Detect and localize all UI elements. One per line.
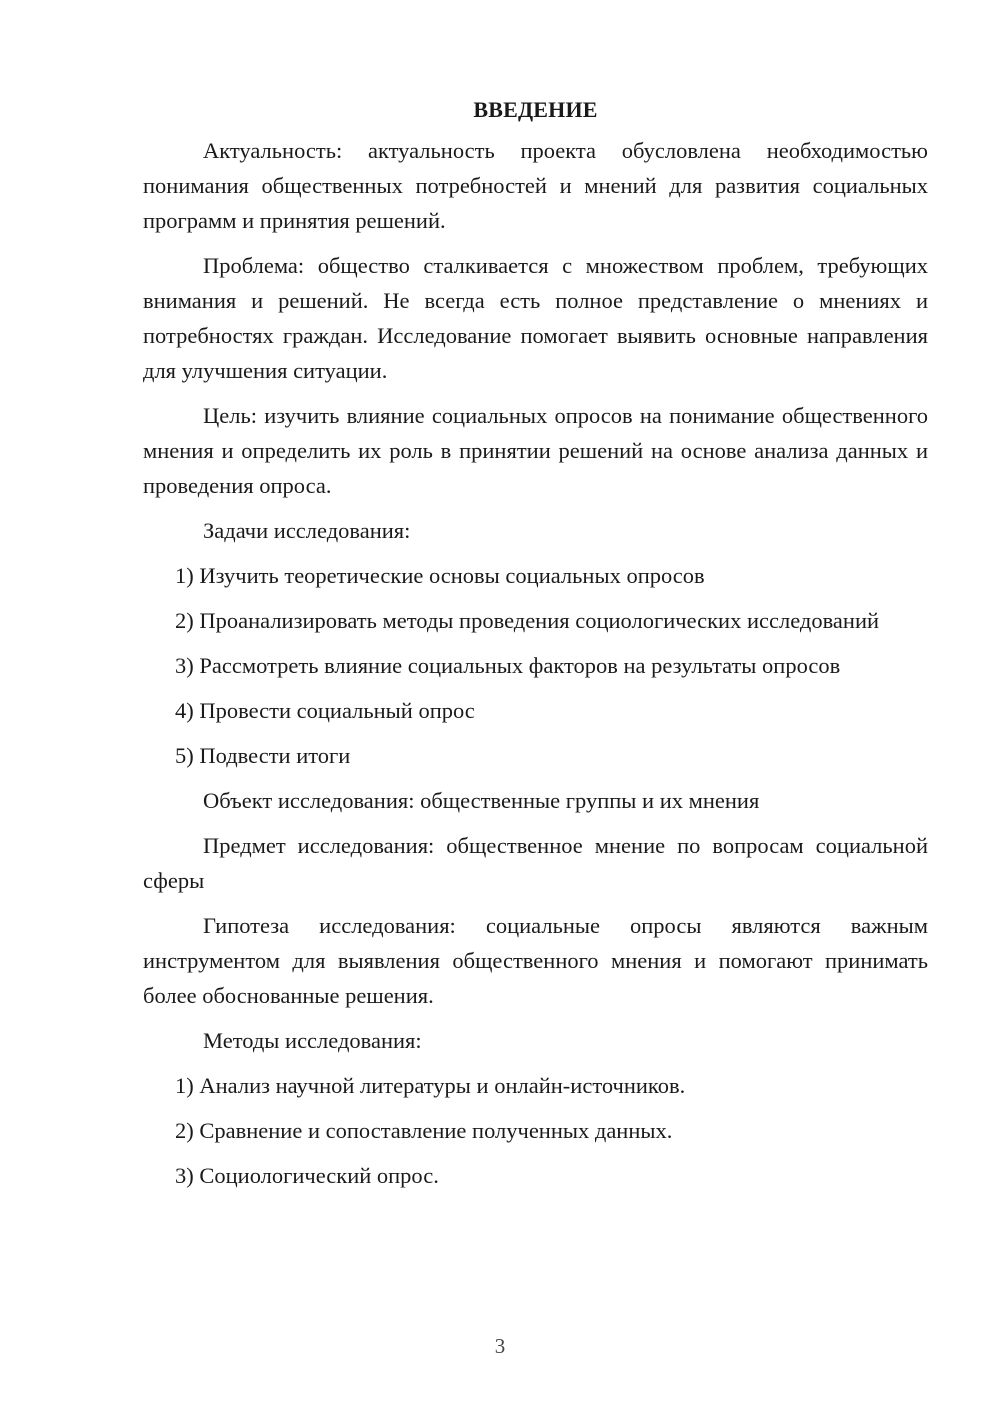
task-item-1: 1) Изучить теоретические основы социальных опросов (175, 563, 705, 588)
method-item-2: 2) Сравнение и сопоставление полученных данных. (175, 1118, 673, 1143)
relevance-paragraph: Актуальность: актуальность проекта обусловлена необходимостью понимания общественных потребностей и мнений для развития социальных программ и принятия решений. (143, 138, 928, 233)
page-number: 3 (494, 1334, 506, 1358)
problem-paragraph: Проблема: общество сталкивается с множеством проблем, требующих внимания и решений. Не всегда есть полное представление о мнениях и потребностях граждан. Исследование помогает выявить основные направления для улучшения ситуации. (143, 253, 928, 383)
object-paragraph: Объект исследования: общественные группы и их мнения (203, 788, 760, 813)
page-content (143, 92, 928, 1203)
hypothesis-paragraph: Гипотеза исследования: социальные опросы являются важным инструментом для выявления общественного мнения и помогают принимать более обоснованные решения. (143, 913, 928, 1008)
task-item-4: 4) Провести социальный опрос (175, 698, 475, 723)
task-item-3: 3) Рассмотреть влияние социальных факторов на результаты опросов (175, 653, 841, 678)
method-item-1: 1) Анализ научной литературы и онлайн-источников. (175, 1073, 686, 1098)
task-item-2: 2) Проанализировать методы проведения социологических исследований (175, 608, 880, 633)
tasks-title: Задачи исследования: (203, 518, 411, 543)
methods-title: Методы исследования: (203, 1028, 422, 1053)
goal-paragraph: Цель: изучить влияние социальных опросов на понимание общественного мнения и определить их роль в принятии решений на основе анализа данных и проведения опроса. (143, 403, 928, 498)
task-item-5: 5) Подвести итоги (175, 743, 351, 768)
subject-paragraph: Предмет исследования: общественное мнение по вопросам социальной сферы (143, 833, 928, 893)
method-item-3: 3) Социологический опрос. (175, 1163, 439, 1188)
section-heading: ВВЕДЕНИЕ (473, 97, 598, 122)
